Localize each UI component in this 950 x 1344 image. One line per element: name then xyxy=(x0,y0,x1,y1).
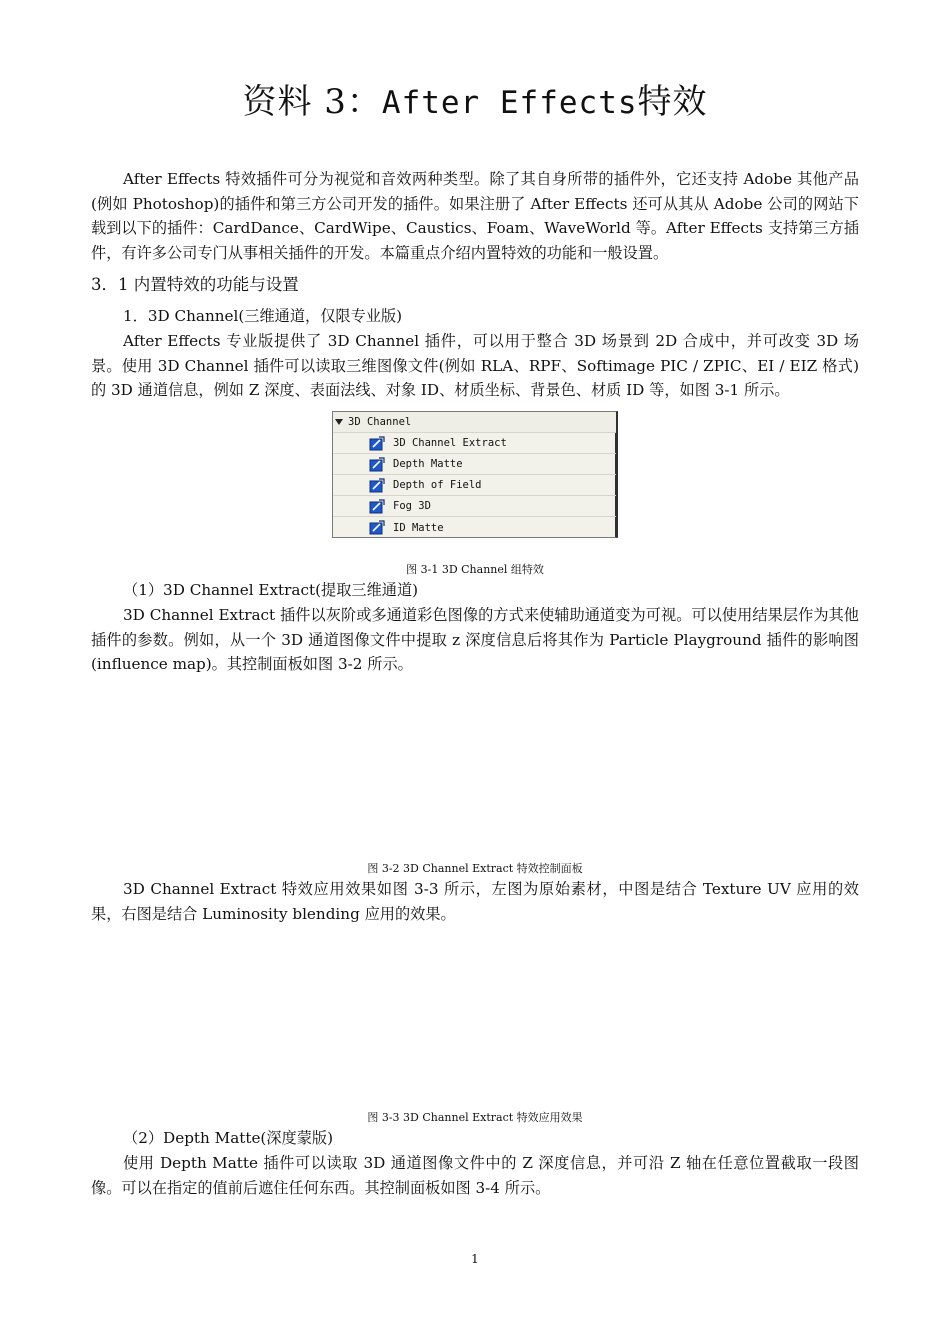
effect-item[interactable] xyxy=(333,517,616,538)
effect-item-label: Depth of Field xyxy=(393,479,482,491)
effect-item-label: ID Matte xyxy=(393,521,444,534)
figure-3-2-caption: 图 3-2 3D Channel Extract 特效控制面板 xyxy=(367,862,583,875)
page-number: 1 xyxy=(471,1252,479,1266)
figure-3-3-placeholder xyxy=(91,935,859,1100)
effect-plugin-icon xyxy=(369,499,385,514)
effect-item-label: Depth Matte xyxy=(393,458,463,470)
sub2-heading: （2）Depth Matte(深度蒙版) xyxy=(123,1129,334,1147)
figure-3-3-caption: 图 3-3 3D Channel Extract 特效应用效果 xyxy=(367,1111,583,1124)
effects-panel xyxy=(332,411,618,538)
effect-plugin-icon xyxy=(369,457,385,472)
item1-paragraph: After Effects 专业版提供了 3D Channel 插件，可以用于整合 3D 场景到 2D 合成中，并可改变 3D 场景。使用 3D Channel 插件可以读取三维图像文件(例如 RLA、RPF、Softimage PIC / ZPIC、EI / EIZ 格式)的 3D 通道信息，例如 Z 深度、表面法线、对象 ID、材质坐标、背景色、材质 ID 等，如图 3-1 所示。 xyxy=(91,332,859,399)
title-suffix: 特效 xyxy=(637,82,708,122)
effect-item[interactable] xyxy=(333,496,616,517)
item1-heading: 1．3D Channel(三维通道，仅限专业版) xyxy=(123,307,403,325)
effect-item[interactable] xyxy=(333,433,616,454)
intro-paragraph: After Effects 特效插件可分为视觉和音效两种类型。除了其自身所带的插件外，它还支持 Adobe 其他产品(例如 Photoshop)的插件和第三方公司开发的插件。如果注册了 After Effects 还可从其从 Adobe 公司的网站下载到以下的插件：CardDance、CardWipe、Caustics、Foam、WaveWorld 等。After Effects 支持第三方插件，有许多公司专门从事相关插件的开发。本篇重点介绍内置特效的功能和一般设置。 xyxy=(91,170,859,262)
panel-group-header[interactable] xyxy=(333,412,616,433)
effect-plugin-icon xyxy=(369,478,385,493)
title-prefix: 资料 3： xyxy=(242,82,382,122)
effect-item-label: 3D Channel Extract xyxy=(393,437,507,449)
sub1-paragraph-2: 3D Channel Extract 特效应用效果如图 3-3 所示，左图为原始素材，中图是结合 Texture UV 应用的效果，右图是结合 Luminosity blending 应用的效果。 xyxy=(91,880,859,923)
sub1-heading: （1）3D Channel Extract(提取三维通道) xyxy=(123,581,419,599)
effect-item[interactable] xyxy=(333,475,616,496)
section-heading: 3．1 内置特效的功能与设置 xyxy=(91,275,299,294)
effect-plugin-icon xyxy=(369,436,385,451)
effect-item[interactable] xyxy=(333,454,616,475)
effect-item-label: Fog 3D xyxy=(393,500,431,512)
effect-plugin-icon xyxy=(369,520,385,535)
expand-triangle-icon[interactable] xyxy=(335,419,343,425)
figure-3-1-caption: 图 3-1 3D Channel 组特效 xyxy=(406,563,544,576)
sub2-paragraph: 使用 Depth Matte 插件可以读取 3D 通道图像文件中的 Z 深度信息，并可沿 Z 轴在任意位置截取一段图像。可以在指定的值前后遮住任何东西。其控制面板如图 3-4 所示。 xyxy=(91,1154,859,1197)
panel-group-label: 3D Channel xyxy=(348,416,412,428)
title-mono: After Effects xyxy=(381,85,638,121)
sub1-paragraph: 3D Channel Extract 插件以灰阶或多通道彩色图像的方式来使辅助通道变为可视。可以使用结果层作为其他插件的参数。例如，从一个 3D 通道图像文件中提取 z 深度信息后将其作为 Particle Playground 插件的影响图(influence map)。其控制面板如图 3-2 所示。 xyxy=(91,606,859,673)
figure-3-2-placeholder xyxy=(91,690,859,850)
page-title xyxy=(0,74,950,123)
